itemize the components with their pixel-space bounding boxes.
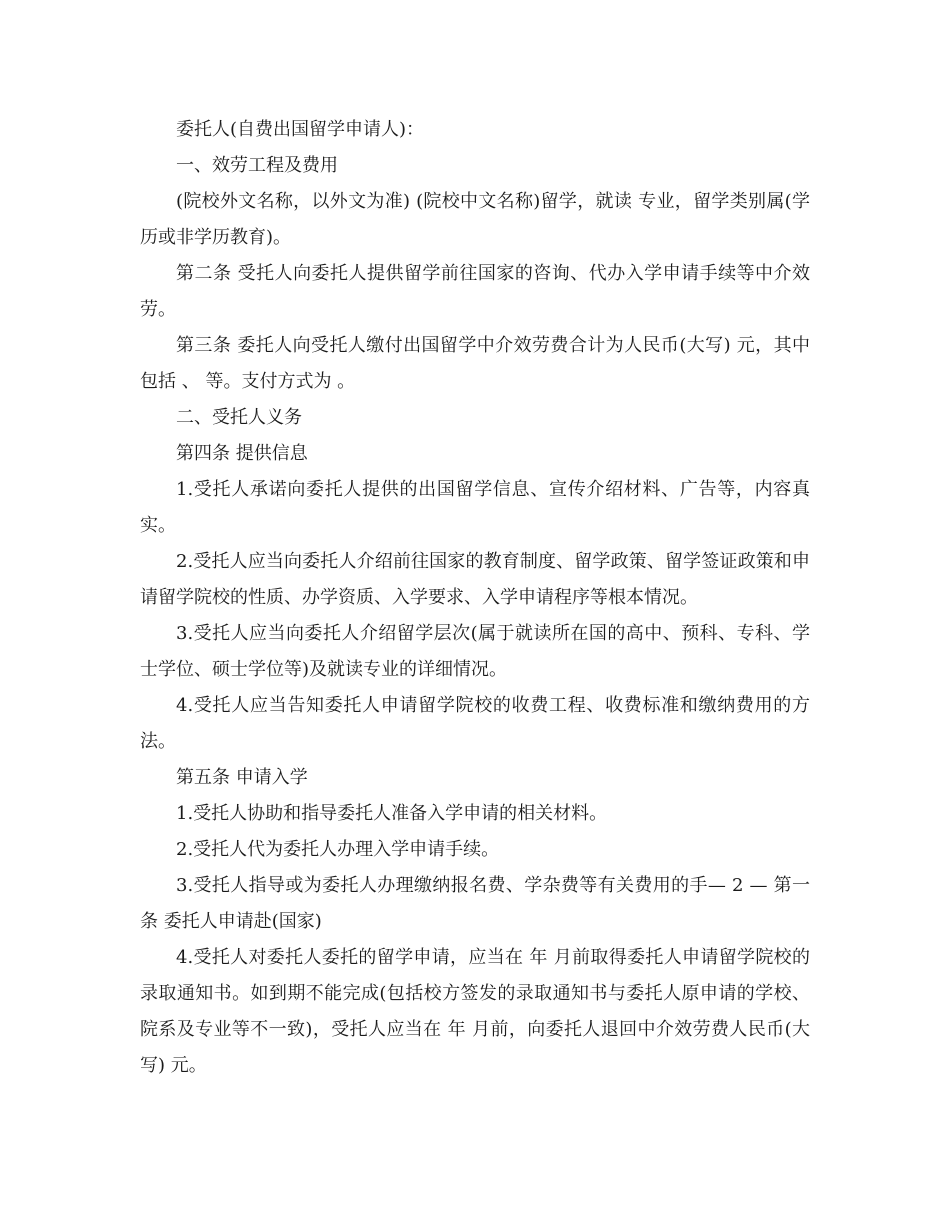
paragraph-article-5-item-2: 2.受托人代为委托人办理入学申请手续。 (176, 839, 500, 860)
paragraph-article-4-heading: 第四条 提供信息 (176, 443, 308, 464)
paragraph-article-2: 第二条 受托人向委托人提供留学前往国家的咨询、代办入学申请手续等中介效劳。 (140, 263, 810, 320)
paragraph-article-5-item-3: 3.受托人指导或为委托人办理缴纳报名费、学杂费等有关费用的手— 2 — 第一条 委托人申请赴(国家) (140, 875, 810, 932)
paragraph-article-4-item-3: 3.受托人应当向委托人介绍留学层次(属于就读所在国的高中、预科、专科、学士学位、硕士学位等)及就读专业的详细情况。 (140, 623, 810, 680)
paragraph-school-info: (院校外文名称，以外文为准) (院校中文名称)留学，就读 专业，留学类别属(学历或非学历教育)。 (140, 191, 810, 248)
paragraph-article-3: 第三条 委托人向受托人缴付出国留学中介效劳费合计为人民币(大写) 元，其中包括 、 等。支付方式为 。 (140, 335, 810, 392)
paragraph-article-5-item-4: 4.受托人对委托人委托的留学申请，应当在 年 月前取得委托人申请留学院校的录取通知书。如到期不能完成(包括校方签发的录取通知书与委托人原申请的学校、院系及专业等不一致)，受托人应当在 年 月前，向委托人退回中介效劳费人民币(大写) 元。 (140, 947, 810, 1076)
paragraph-article-5-heading: 第五条 申请入学 (176, 767, 308, 788)
paragraph-article-5-item-1: 1.受托人协助和指导委托人准备入学申请的相关材料。 (176, 803, 608, 824)
paragraph-section-one-heading: 一、效劳工程及费用 (176, 155, 338, 176)
paragraph-client-heading: 委托人(自费出国留学申请人)： (176, 119, 425, 140)
paragraph-article-4-item-4: 4.受托人应当告知委托人申请留学院校的收费工程、收费标准和缴纳费用的方法。 (140, 695, 810, 752)
paragraph-article-4-item-1: 1.受托人承诺向委托人提供的出国留学信息、宣传介绍材料、广告等，内容真实。 (140, 479, 810, 536)
paragraph-article-4-item-2: 2.受托人应当向委托人介绍前往国家的教育制度、留学政策、留学签证政策和申请留学院校的性质、办学资质、入学要求、入学申请程序等根本情况。 (140, 551, 810, 608)
paragraph-section-two-heading: 二、受托人义务 (176, 407, 302, 428)
document-body (140, 112, 810, 1084)
